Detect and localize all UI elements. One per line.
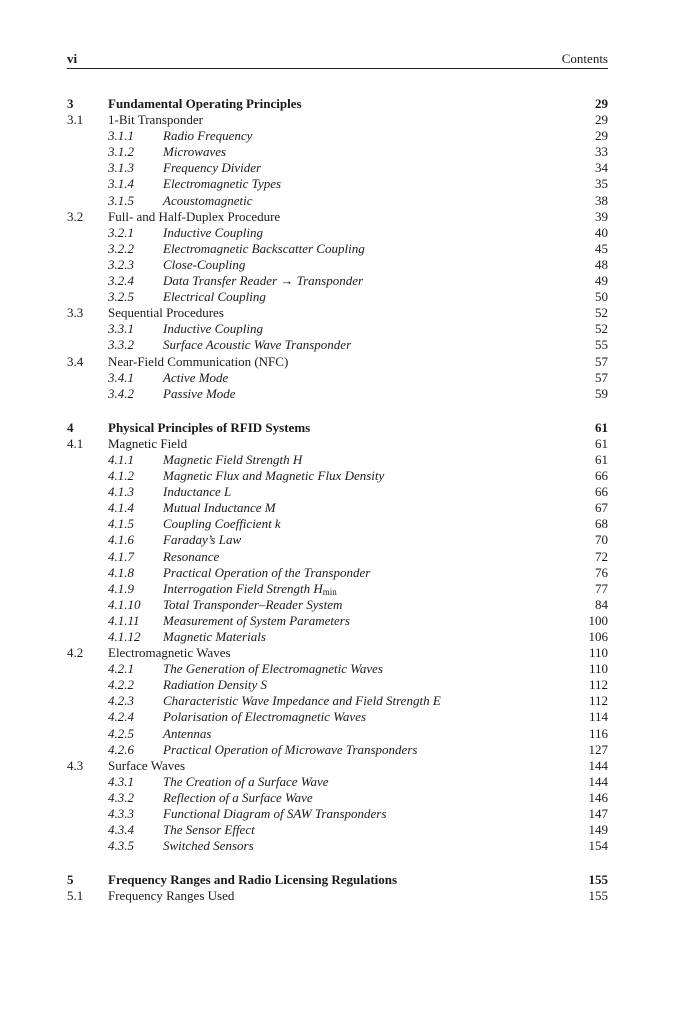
sub-page-number: 70: [595, 532, 608, 548]
sub-page-number: 110: [588, 661, 608, 677]
chapter-title-text: Frequency Ranges and Radio Licensing Regulations: [108, 872, 398, 888]
sub-title-text: Electromagnetic Types: [163, 176, 282, 192]
sub-title: [163, 337, 351, 353]
sub-number: 3.4.2: [108, 385, 134, 401]
section-number: 3.3: [67, 305, 84, 321]
sub-title-text: Magnetic Materials: [163, 629, 266, 644]
sub-title-text: Acoustomagnetic: [163, 192, 253, 208]
sub-page-number: 57: [595, 369, 608, 385]
toc-section-entry: [67, 305, 608, 321]
sub-page-number: 38: [595, 192, 608, 208]
toc-chapter-entry: [67, 96, 608, 112]
sub-title: [163, 516, 281, 532]
chapter-spacer: [67, 402, 608, 420]
sub-number: 4.3.1: [108, 773, 134, 789]
sub-number: 4.3.2: [108, 789, 134, 805]
section-page-number: 57: [595, 353, 608, 369]
sub-title-text: Mutual Inductance M: [163, 500, 276, 516]
sub-page-number: 29: [595, 128, 608, 144]
sub-number: 4.1.10: [108, 596, 141, 612]
sub-number: 4.2.5: [108, 725, 134, 741]
toc-subsection-entry: [67, 693, 608, 709]
sub-title: [163, 144, 226, 160]
sub-number: 4.1.9: [108, 580, 134, 596]
sub-number: 4.2.3: [108, 693, 134, 709]
toc-chapter-entry: [67, 420, 608, 436]
sub-title-text: Active Mode: [163, 369, 229, 385]
sub-number: 4.1.8: [108, 564, 134, 580]
sub-number: 3.1.1: [108, 128, 134, 144]
toc-subsection-entry: [67, 500, 608, 516]
sub-title: [163, 370, 228, 386]
sub-title: [163, 806, 386, 822]
toc-subsection-entry: [67, 532, 608, 548]
sub-title: [163, 629, 266, 645]
section-number: 5.1: [67, 888, 84, 904]
sub-title: [163, 321, 263, 337]
sub-title: [163, 677, 267, 693]
section-number: 3.4: [67, 353, 84, 369]
sub-number: 4.1.2: [108, 468, 134, 484]
section-title: [108, 354, 288, 370]
sub-title: [163, 257, 245, 273]
section-title-text: Surface Waves: [108, 757, 186, 773]
section-page-number: 61: [595, 435, 608, 451]
sub-page-number: 66: [595, 468, 608, 484]
section-title: [108, 436, 187, 452]
sub-title: [163, 790, 313, 806]
sub-number: 3.4.1: [108, 369, 134, 385]
sub-title-text: Passive Mode: [163, 385, 236, 401]
sub-title: [163, 581, 337, 597]
toc-subsection-entry: [67, 144, 608, 160]
toc-subsection-entry: [67, 225, 608, 241]
sub-title: [163, 225, 263, 241]
sub-title-text: Magnetic Flux and Magnetic Flux Density: [163, 468, 385, 484]
sub-title: [163, 468, 384, 484]
sub-title: [163, 565, 370, 581]
sub-title: [163, 160, 261, 176]
toc-subsection-entry: [67, 709, 608, 725]
section-page-number: 39: [595, 208, 608, 224]
sub-number: 4.3.5: [108, 838, 134, 854]
sub-number: 3.1.5: [108, 192, 134, 208]
sub-number: 4.1.3: [108, 484, 134, 500]
toc-subsection-entry: [67, 452, 608, 468]
toc-section-entry: [67, 758, 608, 774]
sub-page-number: 40: [595, 224, 608, 240]
sub-title: [163, 500, 276, 516]
chapter-title-text: Fundamental Operating Principles: [108, 96, 302, 111]
title-subscript: min: [322, 586, 337, 597]
sub-page-number: 149: [588, 822, 608, 838]
sub-title-text: Electromagnetic Backscatter Coupling: [163, 240, 365, 256]
toc-subsection-entry: [67, 370, 608, 386]
section-title-text: Frequency Ranges Used: [108, 888, 235, 904]
toc-subsection-entry: [67, 790, 608, 806]
sub-title-text: Practical Operation of the Transponder: [163, 564, 371, 580]
running-title: Contents: [561, 51, 608, 66]
sub-page-number: 100: [588, 612, 608, 628]
sub-number: 4.2.2: [108, 677, 134, 693]
sub-title: [163, 452, 302, 468]
sub-number: 4.3.3: [108, 806, 134, 822]
sub-number: 4.1.4: [108, 500, 134, 516]
sub-title-text: Radio Frequency: [163, 128, 253, 144]
sub-page-number: 34: [595, 160, 608, 176]
sub-title: [163, 742, 417, 758]
sub-title-text: Close-Coupling: [163, 256, 246, 272]
sub-title-text: The Generation of Electromagnetic Waves: [163, 661, 383, 677]
sub-page-number: 67: [595, 500, 608, 516]
chapter-page-number: 29: [595, 96, 608, 111]
sub-title: [163, 386, 236, 402]
sub-title-text: Electrical Coupling: [163, 289, 266, 305]
sub-page-number: 45: [595, 240, 608, 256]
sub-title-text: Magnetic Field Strength H: [163, 451, 303, 467]
sub-page-number: 144: [588, 773, 608, 789]
chapter-spacer: [67, 854, 608, 872]
sub-number: 3.3.1: [108, 321, 134, 337]
sub-title-text: Antennas: [163, 725, 212, 741]
sub-title: [163, 822, 255, 838]
sub-title: [163, 613, 350, 629]
sub-number: 3.2.2: [108, 240, 134, 256]
sub-number: 3.2.5: [108, 289, 134, 305]
sub-page-number: 35: [595, 176, 608, 192]
section-title: [108, 888, 234, 904]
toc-subsection-entry: [67, 613, 608, 629]
toc-subsection-entry: [67, 581, 608, 597]
toc-section-entry: [67, 436, 608, 452]
section-title: [108, 112, 203, 128]
section-title-text: Electromagnetic Waves: [108, 645, 231, 661]
sub-title-text: Radiation Density S: [163, 677, 267, 693]
sub-page-number: 106: [588, 629, 608, 644]
sub-page-number: 49: [595, 273, 608, 289]
chapter-page-number: 155: [588, 872, 608, 888]
sub-page-number: 33: [595, 144, 608, 160]
toc-subsection-entry: [67, 661, 608, 677]
sub-title: [163, 709, 366, 725]
section-number: 3.1: [67, 112, 84, 128]
sub-number: 3.1.3: [108, 160, 134, 176]
sub-title-text: Inductive Coupling: [163, 224, 264, 240]
toc-section-entry: [67, 112, 608, 128]
toc-chapter-entry: [67, 872, 608, 888]
section-title-text: Magnetic Field: [108, 435, 188, 451]
sub-number: 4.1.6: [108, 532, 134, 548]
sub-title: [163, 597, 342, 613]
sub-title-text: Polarisation of Electromagnetic Waves: [163, 709, 367, 725]
sub-number: 4.1.1: [108, 451, 134, 467]
sub-title-text: Practical Operation of Microwave Transponders: [163, 741, 418, 757]
sub-page-number: 112: [588, 693, 608, 709]
chapter-number: 4: [67, 419, 74, 435]
toc-subsection-entry: [67, 241, 608, 257]
section-page-number: 110: [588, 645, 608, 661]
sub-number: 4.3.4: [108, 822, 134, 838]
section-title: [108, 209, 280, 225]
sub-title-text: Faraday’s Law: [163, 532, 242, 548]
toc-subsection-entry: [67, 289, 608, 305]
sub-title-text: Measurement of System Parameters: [163, 612, 350, 628]
sub-number: 4.1.7: [108, 548, 134, 564]
section-title: [108, 758, 185, 774]
chapter-title: [108, 420, 310, 436]
toc-subsection-entry: [67, 193, 608, 209]
sub-title: [163, 176, 281, 192]
toc-subsection-entry: [67, 822, 608, 838]
toc-subsection-entry: [67, 549, 608, 565]
sub-page-number: 76: [595, 564, 608, 580]
section-number: 4.1: [67, 435, 84, 451]
sub-number: 3.1.4: [108, 176, 134, 192]
section-page-number: 29: [595, 112, 608, 128]
toc-subsection-entry: [67, 321, 608, 337]
sub-title-text: Coupling Coefficient k: [163, 516, 281, 532]
toc-subsection-entry: [67, 160, 608, 176]
sub-page-number: 116: [588, 725, 608, 741]
chapter-title-text: Physical Principles of RFID Systems: [108, 419, 311, 435]
toc-subsection-entry: [67, 838, 608, 854]
sub-title: [163, 484, 231, 500]
sub-title-text: Frequency Divider: [163, 160, 262, 176]
sub-title-text: Inductive Coupling: [163, 321, 264, 337]
sub-page-number: 59: [595, 385, 608, 401]
chapter-title: [108, 96, 302, 112]
sub-number: 3.3.2: [108, 337, 134, 353]
sub-page-number: 127: [588, 741, 608, 757]
sub-title: [163, 726, 211, 742]
section-number: 4.3: [67, 757, 84, 773]
section-page-number: 144: [588, 757, 608, 773]
sub-page-number: 154: [588, 838, 608, 854]
toc-subsection-entry: [67, 386, 608, 402]
toc-subsection-entry: [67, 774, 608, 790]
sub-title-text: Interrogation Field Strength H: [163, 580, 323, 596]
sub-title: [163, 661, 383, 677]
sub-title: [163, 193, 253, 209]
sub-number: 4.1.12: [108, 629, 141, 644]
sub-title-text: Inductance L: [163, 484, 232, 500]
sub-page-number: 48: [595, 256, 608, 272]
toc-subsection-entry: [67, 597, 608, 613]
sub-page-number: 147: [588, 806, 608, 822]
page-header: [67, 51, 608, 69]
chapter-title: [108, 872, 397, 888]
toc-section-entry: [67, 209, 608, 225]
toc-section-entry: [67, 888, 608, 904]
sub-number: 3.2.3: [108, 256, 134, 272]
toc-subsection-entry: [67, 516, 608, 532]
sub-page-number: 112: [588, 677, 608, 693]
section-title-text: Near-Field Communication (NFC): [108, 353, 289, 369]
toc-subsection-entry: [67, 468, 608, 484]
chapter-number: 3: [67, 96, 74, 111]
toc-subsection-entry: [67, 176, 608, 192]
sub-page-number: 84: [595, 596, 608, 612]
section-title: [108, 645, 231, 661]
sub-page-number: 61: [595, 451, 608, 467]
sub-page-number: 72: [595, 548, 608, 564]
toc-subsection-entry: [67, 629, 608, 645]
section-title-text: Sequential Procedures: [108, 305, 224, 321]
section-number: 4.2: [67, 645, 84, 661]
sub-number: 3.1.2: [108, 144, 134, 160]
toc-subsection-entry: [67, 337, 608, 353]
sub-page-number: 114: [588, 709, 608, 725]
sub-title-text: Microwaves: [163, 144, 227, 160]
toc-subsection-entry: [67, 257, 608, 273]
sub-number: 4.1.5: [108, 516, 134, 532]
chapter-number: 5: [67, 872, 74, 888]
sub-title: [163, 532, 241, 548]
sub-page-number: 68: [595, 516, 608, 532]
sub-title-text: Total Transponder–Reader System: [163, 596, 343, 612]
sub-title: [163, 289, 266, 305]
sub-title-text: Resonance: [163, 548, 220, 564]
toc-section-entry: [67, 354, 608, 370]
sub-title: [163, 693, 441, 709]
sub-number: 3.2.4: [108, 273, 134, 289]
sub-title-text: Functional Diagram of SAW Transponders: [163, 806, 387, 822]
toc-subsection-entry: [67, 806, 608, 822]
toc-subsection-entry: [67, 565, 608, 581]
toc-subsection-entry: [67, 128, 608, 144]
section-title-text: 1-Bit Transponder: [108, 112, 203, 128]
sub-title: [163, 241, 365, 257]
section-title-text: Full- and Half-Duplex Procedure: [108, 208, 281, 224]
toc-subsection-entry: [67, 726, 608, 742]
section-page-number: 155: [588, 888, 608, 904]
sub-number: 4.2.1: [108, 661, 134, 677]
sub-title-text: The Creation of a Surface Wave: [163, 773, 329, 789]
sub-number: 4.1.11: [108, 612, 140, 628]
section-title: [108, 305, 224, 321]
sub-page-number: 55: [595, 337, 608, 353]
sub-page-number: 146: [588, 789, 608, 805]
sub-page-number: 77: [595, 580, 608, 596]
sub-title: [163, 273, 363, 289]
sub-title-text: Switched Sensors: [163, 838, 254, 854]
sub-number: 4.2.4: [108, 709, 134, 725]
sub-title: [163, 774, 329, 790]
sub-page-number: 50: [595, 289, 608, 305]
chapter-page-number: 61: [595, 419, 608, 435]
toc-subsection-entry: [67, 677, 608, 693]
page-folio: vi: [67, 51, 78, 66]
toc-subsection-entry: [67, 742, 608, 758]
sub-title: [163, 838, 254, 854]
toc-subsection-entry: [67, 484, 608, 500]
sub-number: 4.2.6: [108, 741, 134, 757]
sub-title-text: Reflection of a Surface Wave: [163, 789, 313, 805]
sub-title-text: Surface Acoustic Wave Transponder: [163, 337, 352, 353]
sub-title-text: Characteristic Wave Impedance and Field Strength E: [163, 693, 441, 709]
sub-title-text: Data Transfer Reader → Transponder: [163, 273, 364, 289]
sub-page-number: 52: [595, 321, 608, 337]
table-of-contents: [67, 96, 608, 905]
sub-title: [163, 549, 219, 565]
sub-title: [163, 128, 252, 144]
sub-title-text: The Sensor Effect: [163, 822, 255, 838]
sub-number: 3.2.1: [108, 224, 134, 240]
section-number: 3.2: [67, 208, 84, 224]
toc-section-entry: [67, 645, 608, 661]
section-page-number: 52: [595, 305, 608, 321]
toc-subsection-entry: [67, 273, 608, 289]
sub-page-number: 66: [595, 484, 608, 500]
